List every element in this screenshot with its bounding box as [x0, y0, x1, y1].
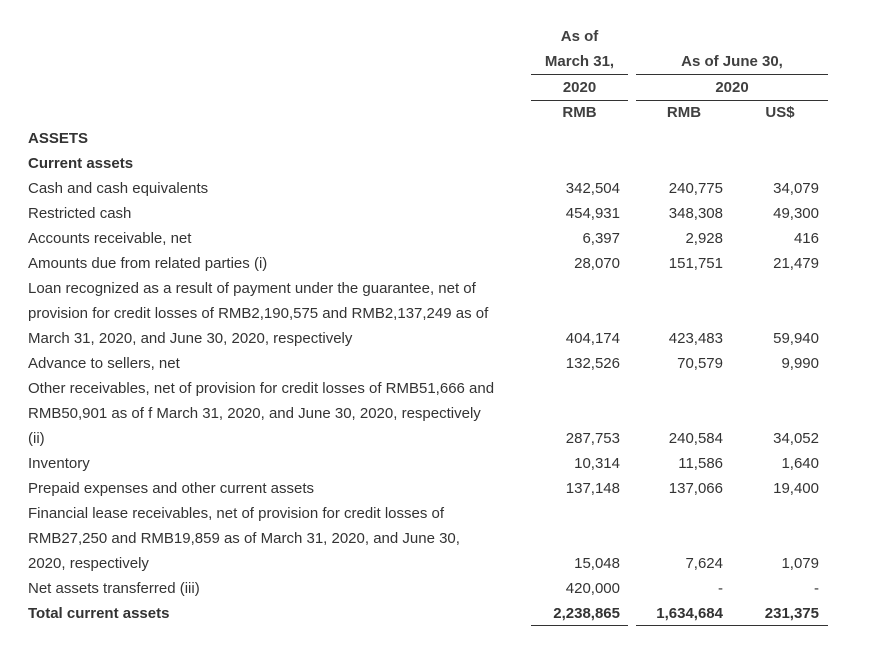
row-value: 231,375: [764, 605, 819, 622]
row-value: 6,397: [582, 230, 620, 247]
row-value: 34,079: [773, 180, 819, 197]
row-label: RMB50,901 as of f March 31, 2020, and June 30, 2020, respectively: [28, 405, 481, 422]
row-label: Financial lease receivables, net of provision for credit losses of: [28, 505, 445, 522]
row-value: 2,238,865: [553, 605, 620, 622]
row-label: Restricted cash: [28, 205, 132, 222]
row-label: Total current assets: [28, 605, 170, 622]
row-label: Inventory: [28, 455, 90, 472]
row-value: 49,300: [773, 205, 819, 222]
row-value: 137,148: [565, 480, 620, 497]
row-label: Net assets transferred (iii): [28, 580, 200, 597]
header-currency-col3: US$: [765, 104, 795, 121]
row-value: 420,000: [565, 580, 620, 597]
header-march-31: March 31,: [544, 53, 615, 70]
row-value: 348,308: [668, 205, 723, 222]
row-value: 15,048: [574, 555, 620, 572]
row-value: 240,584: [668, 430, 723, 447]
row-label: Accounts receivable, net: [28, 230, 192, 247]
header-june-30: As of June 30,: [681, 53, 783, 70]
row-value: -: [718, 580, 723, 597]
row-value: 9,990: [781, 355, 819, 372]
header-year-col23: 2020: [715, 79, 749, 96]
total-underline: [531, 625, 628, 626]
row-label: Amounts due from related parties (i): [28, 255, 268, 272]
total-underline: [732, 625, 828, 626]
row-value: 2,928: [685, 230, 723, 247]
row-label: provision for credit losses of RMB2,190,575 and RMB2,137,249 as of: [28, 305, 489, 322]
row-label: RMB27,250 and RMB19,859 as of March 31, 2020, and June 30,: [28, 530, 460, 547]
row-label: Advance to sellers, net: [28, 355, 180, 372]
row-value: 21,479: [773, 255, 819, 272]
header-year-col1: 2020: [562, 79, 597, 96]
row-value: 287,753: [565, 430, 620, 447]
row-value: 70,579: [677, 355, 723, 372]
total-underline: [636, 625, 732, 626]
row-value: 151,751: [668, 255, 723, 272]
row-value: 404,174: [565, 330, 620, 347]
row-label: (ii): [28, 430, 45, 447]
row-value: 28,070: [574, 255, 620, 272]
row-value: 59,940: [773, 330, 819, 347]
row-value: 1,079: [781, 555, 819, 572]
row-value: 7,624: [685, 555, 723, 572]
row-label: Cash and cash equivalents: [28, 180, 209, 197]
row-label: Current assets: [28, 155, 134, 172]
row-value: 34,052: [773, 430, 819, 447]
row-value: 454,931: [565, 205, 620, 222]
row-label: Loan recognized as a result of payment under the guarantee, net of: [28, 280, 476, 297]
row-value: -: [814, 580, 819, 597]
row-value: 1,634,684: [656, 605, 723, 622]
row-label: 2020, respectively: [28, 555, 149, 572]
row-label: Prepaid expenses and other current assets: [28, 480, 315, 497]
row-value: 137,066: [668, 480, 723, 497]
row-value: 240,775: [668, 180, 723, 197]
row-value: 10,314: [574, 455, 620, 472]
row-label: March 31, 2020, and June 30, 2020, respectively: [28, 330, 353, 347]
header-as-of: As of: [560, 28, 599, 45]
row-value: 342,504: [565, 180, 620, 197]
row-value: 423,483: [668, 330, 723, 347]
row-value: 11,586: [678, 455, 723, 472]
row-value: 1,640: [781, 455, 819, 472]
row-value: 132,526: [565, 355, 620, 372]
header-currency-col1: RMB: [562, 104, 597, 121]
row-value: 19,400: [773, 480, 819, 497]
header-currency-col2: RMB: [666, 104, 702, 121]
row-value: 416: [793, 230, 819, 247]
row-label: Other receivables, net of provision for credit losses of RMB51,666 and: [28, 380, 495, 397]
row-label: ASSETS: [28, 130, 89, 147]
